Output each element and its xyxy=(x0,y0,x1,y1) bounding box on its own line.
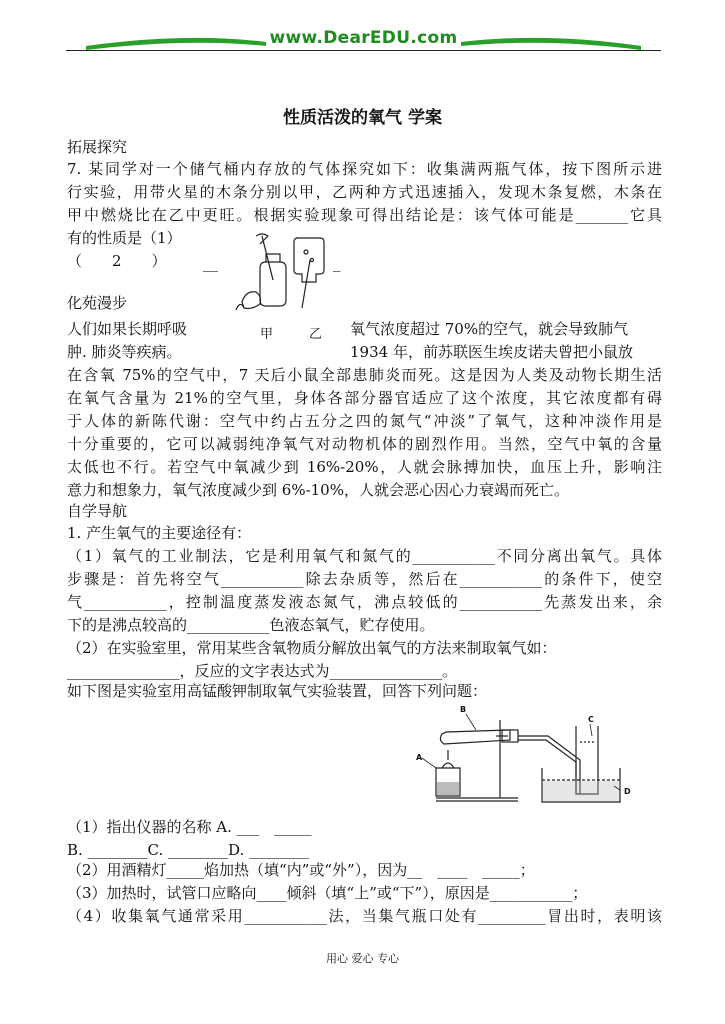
text-line: 气___________，控制温度蒸发液态氮气，沸点较低的___________先蒸发出来，余 xyxy=(67,593,662,611)
text-line: 1934 年，前苏联医生埃皮诺夫曾把小鼠放 xyxy=(350,343,633,361)
question-line: （3）加热时，试管口应略向____倾斜（填“上”或“下”），原因是___________； xyxy=(67,884,588,902)
page-footer: 用心 爱心 专心 xyxy=(326,952,399,965)
section-heading-chemistry: 化苑漫步 xyxy=(67,294,128,312)
text-line: _______________，反应的文字表达式为_______________。 xyxy=(67,662,458,680)
answer-blank: __ xyxy=(203,254,218,272)
question-line: （2）用酒精灯_____焰加热（填“内”或“外”），因为__ ____ _____； xyxy=(67,861,535,879)
text-line: 十分重要的，它可以减弱纯净氧气对动物机体的剧烈作用。当然，空气中氧的含量 xyxy=(67,435,662,453)
text-line: 肿. 肺炎等疾病。 xyxy=(67,343,182,361)
question-line: （4）收集氧气通常采用___________法，当集气瓶口处有_________冒出时，表明该 xyxy=(67,907,662,925)
text-line: 1. 产生氧气的主要途径有： xyxy=(67,524,252,542)
section-heading-extension: 拓展探究 xyxy=(67,138,128,156)
apparatus-label-c: C xyxy=(588,715,594,724)
text-line: 在含氧 75%的空气中，7 天后小鼠全部患肺炎而死。这是因为人类及动物长期生活 xyxy=(67,366,662,384)
section-heading-self-study: 自学导航 xyxy=(67,502,128,520)
text-line: 人们如果长期呼吸 xyxy=(67,320,188,338)
question-line: （1）指出仪器的名称 A. ___ _____ xyxy=(67,818,312,836)
oxygen-apparatus-figure xyxy=(408,702,642,806)
text-line: 甲中燃烧比在乙中更旺。根据实验现象可得出结论是：该气体可能是_______它具 xyxy=(67,206,662,224)
text-line: 下的是沸点较高的___________色液态氧气，贮存使用。 xyxy=(67,616,435,634)
text-line: 太低也不行。若空气中氧减少到 16%-20%，人就会脉搏加快，血压上升，影响注 xyxy=(67,458,662,476)
text-line: 步骤是：首先将空气___________除去杂质等，然后在___________的条件下，使空 xyxy=(67,570,662,588)
text-line: （ 2 ） xyxy=(67,252,167,270)
figure-label-jia: 甲 xyxy=(260,327,274,342)
text-line: 7. 某同学对一个储气桶内存放的气体探究如下：收集满两瓶气体，按下图所示进 xyxy=(67,160,662,178)
text-line: （1）氧气的工业制法，它是利用氧气和氮气的___________不同分离出氧气。具体 xyxy=(67,547,662,565)
text-line: 行实验，用带火星的木条分别以甲，乙两种方式迅速插入，发现木条复燃，木条在 xyxy=(67,183,662,201)
answer-blank: _ xyxy=(333,254,341,272)
figure-label-yi: 乙 xyxy=(309,327,323,342)
header-divider xyxy=(66,50,661,51)
apparatus-label-a: A xyxy=(416,753,423,762)
text-line: 氧气浓度超过 70%的空气，就会导致肺气 xyxy=(350,320,629,338)
text-line: 如下图是实验室用高锰酸钾制取氧气实验装置，回答下列问题： xyxy=(67,682,488,700)
text-line: 在氧气含量为 21%的空气里，身体各部分器官适应了这个浓度，其它浓度都有碍 xyxy=(67,389,662,407)
text-line: （2）在实验室里，常用某些含氧物质分解放出氧气的方法来制取氧气如： xyxy=(67,639,557,657)
question-line: B. ________C. ________D. ________ xyxy=(67,841,310,859)
apparatus-label-d: D xyxy=(624,787,631,796)
page-title: 性质活泼的氧气 学案 xyxy=(283,108,442,128)
site-logo-text: www.DearEDU.com xyxy=(269,28,458,48)
apparatus-label-b: B xyxy=(460,705,467,714)
text-line: 意力和想象力，氧气浓度减少到 6%-10%，人就会恶心因心力衰竭而死亡。 xyxy=(67,481,569,499)
text-line: 有的性质是（1） xyxy=(67,229,182,247)
text-line: 于人体的新陈代谢：空气中约占五分之四的氮气“冲淡”了氧气，这种冲淡作用是 xyxy=(67,412,662,430)
